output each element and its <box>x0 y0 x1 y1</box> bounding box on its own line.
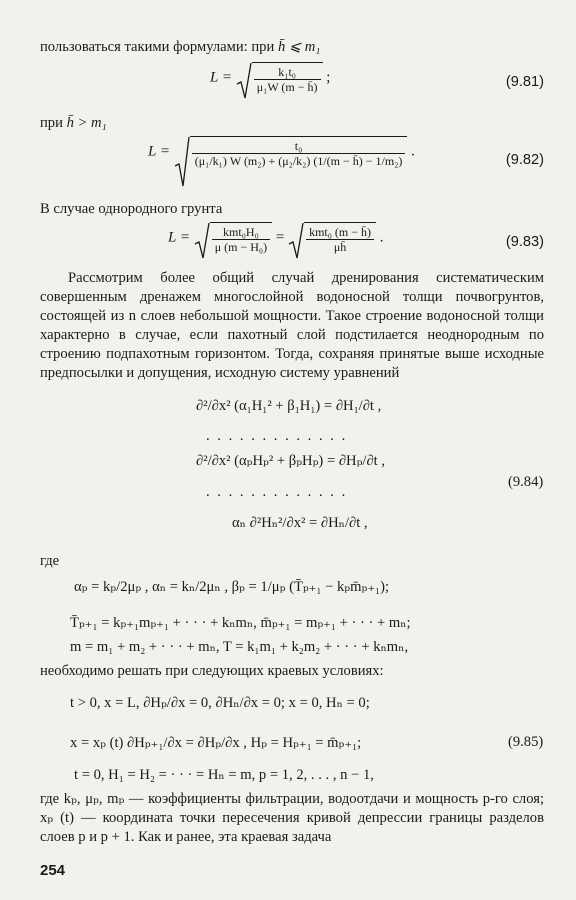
boundary-condition-1: t > 0, x = L, ∂Hₚ/∂x = 0, ∂Hₙ/∂x = 0; x = 0, Hₙ = 0; <box>70 695 370 711</box>
main-paragraph: Рассмотрим более общий случай дренирования систематическим совершенным дренажем многослойной водоносной толщи почвогрунтов, состоящей из n слоев небольшой мощности. Такое строение водоносной толщи характерно в случае, если пахотный слой подстилается неоднородным по строению подпахотным горизонтом. Тогда, сохраняя принятые выше исходные предпосылки и допущения, исходную систему уравнений <box>40 270 544 381</box>
sqrt-sign <box>288 222 376 254</box>
eq81-numerator: k₁t₀ <box>278 65 296 79</box>
system-dots-2: . . . . . . . . . . . . . <box>206 484 348 500</box>
boundary-condition-3: t = 0, H₁ = H₂ = · · · = Hₙ = m, p = 1, 2, . . . , n − 1, <box>74 767 374 783</box>
eq83-numerator-2: kmt₀ (m − h̄) <box>309 225 372 239</box>
eq-number-9-84: (9.84) <box>508 474 544 490</box>
condition-2-line <box>40 114 544 133</box>
eq-number-9-85: (9.85) <box>508 734 544 750</box>
cond2-prefix: при <box>40 115 63 131</box>
eq82-numerator: t₀ <box>294 139 303 153</box>
equation-9-83: L = $\frac{\text{kmt₀H₀}}{\text{μ (m − H₀)}}$ = $\frac{\text{kmt₀ (m − h̄)}}{\mu h̄}$ . (9.83) <box>40 222 544 262</box>
sqrt-sign <box>194 222 272 254</box>
definitions-line-3: m = m₁ + m₂ + · · · + mₙ, T = k₁m₁ + k₂m₂ + · · · + kₙmₙ, <box>70 639 409 655</box>
bottom-paragraph: где kₚ, μₚ, mₚ — коэффициенты фильтрации, водоотдачи и мощность p-го слоя; xₚ (t) — координата точки пересечения кривой депрессии границы разделов слоев p и p + 1. Как и ранее, эта краевая задача <box>40 791 544 845</box>
eq-number-9-83: (9.83) <box>505 234 544 250</box>
eq82-lhs: L = <box>148 143 170 160</box>
intro-text: пользоваться такими формулами: при <box>40 39 275 55</box>
system-eq-3: αₙ ∂²Hₙ²/∂x² = ∂Hₙ/∂t , <box>232 515 368 531</box>
system-eq-1: ∂²/∂x² (α₁H₁² + β₁H₁) = ∂H₁/∂t , <box>196 398 382 414</box>
boundary-condition-2: x = xₚ (t) ∂Hₚ₊₁/∂x = ∂Hₚ/∂x , Hₚ = Hₚ₊₁ = m̄ₚ₊₁; <box>70 735 362 751</box>
eq-number-9-81: (9.81) <box>505 74 544 90</box>
eq82-denominator: (μ₁/k₁) W (m₂) + (μ₂/k₂) (1/(m − h̄) − 1/m₂) <box>192 153 406 168</box>
definitions-line-2: T̄ₚ₊₁ = kₚ₊₁mₚ₊₁ + · · · + kₙmₙ, m̄ₚ₊₁ = mₚ₊₁ + · · · + mₙ; <box>70 615 411 631</box>
condition-1: h̄ ⩽ m₁ <box>277 39 321 55</box>
where-label: где <box>40 553 60 569</box>
sqrt-sign <box>174 136 408 168</box>
eq83-numerator-1: kmt₀H₀ <box>223 225 259 239</box>
equation-9-81: L = $\frac{\text{k₁t₀}}{\text{μ₁W (m − h̄)}}$ ; (9.81) <box>40 62 544 102</box>
eq83-denominator-1: μ (m − H₀) <box>212 239 270 254</box>
eq83-denominator-2: μh̄ <box>306 239 374 254</box>
intro-line <box>40 38 544 57</box>
equation-9-82: L = $\frac{\text{t₀}}{\text{(μ₁/k₁) W (m₂) + (μ₂/k₂) (1/(m − h̄) − 1/m₂)}}$ . (9.82) <box>40 136 544 192</box>
system-dots-1: . . . . . . . . . . . . . <box>206 428 348 444</box>
homogeneous-soil-text: В случае однородного грунта <box>40 201 223 217</box>
eq83-lhs: L = <box>168 229 190 246</box>
definitions-line-1: αₚ = kₚ/2μₚ , αₙ = kₙ/2μₙ , βₚ = 1/μₚ (T̄ₚ₊₁ − kₚm̄ₚ₊₁); <box>74 579 390 595</box>
system-eq-2: ∂²/∂x² (αₚHₚ² + βₚHₚ) = ∂Hₚ/∂t , <box>196 453 386 469</box>
eq81-denominator: μ₁W (m − h̄) <box>254 79 321 94</box>
eq-number-9-82: (9.82) <box>505 152 544 168</box>
boundary-conditions-intro: необходимо решать при следующих краевых условиях: <box>40 663 384 679</box>
eq81-lhs: L = <box>210 69 232 86</box>
sqrt-sign <box>236 62 323 94</box>
condition-2: h̄ > m₁ <box>66 115 107 131</box>
page-number: 254 <box>40 862 66 879</box>
